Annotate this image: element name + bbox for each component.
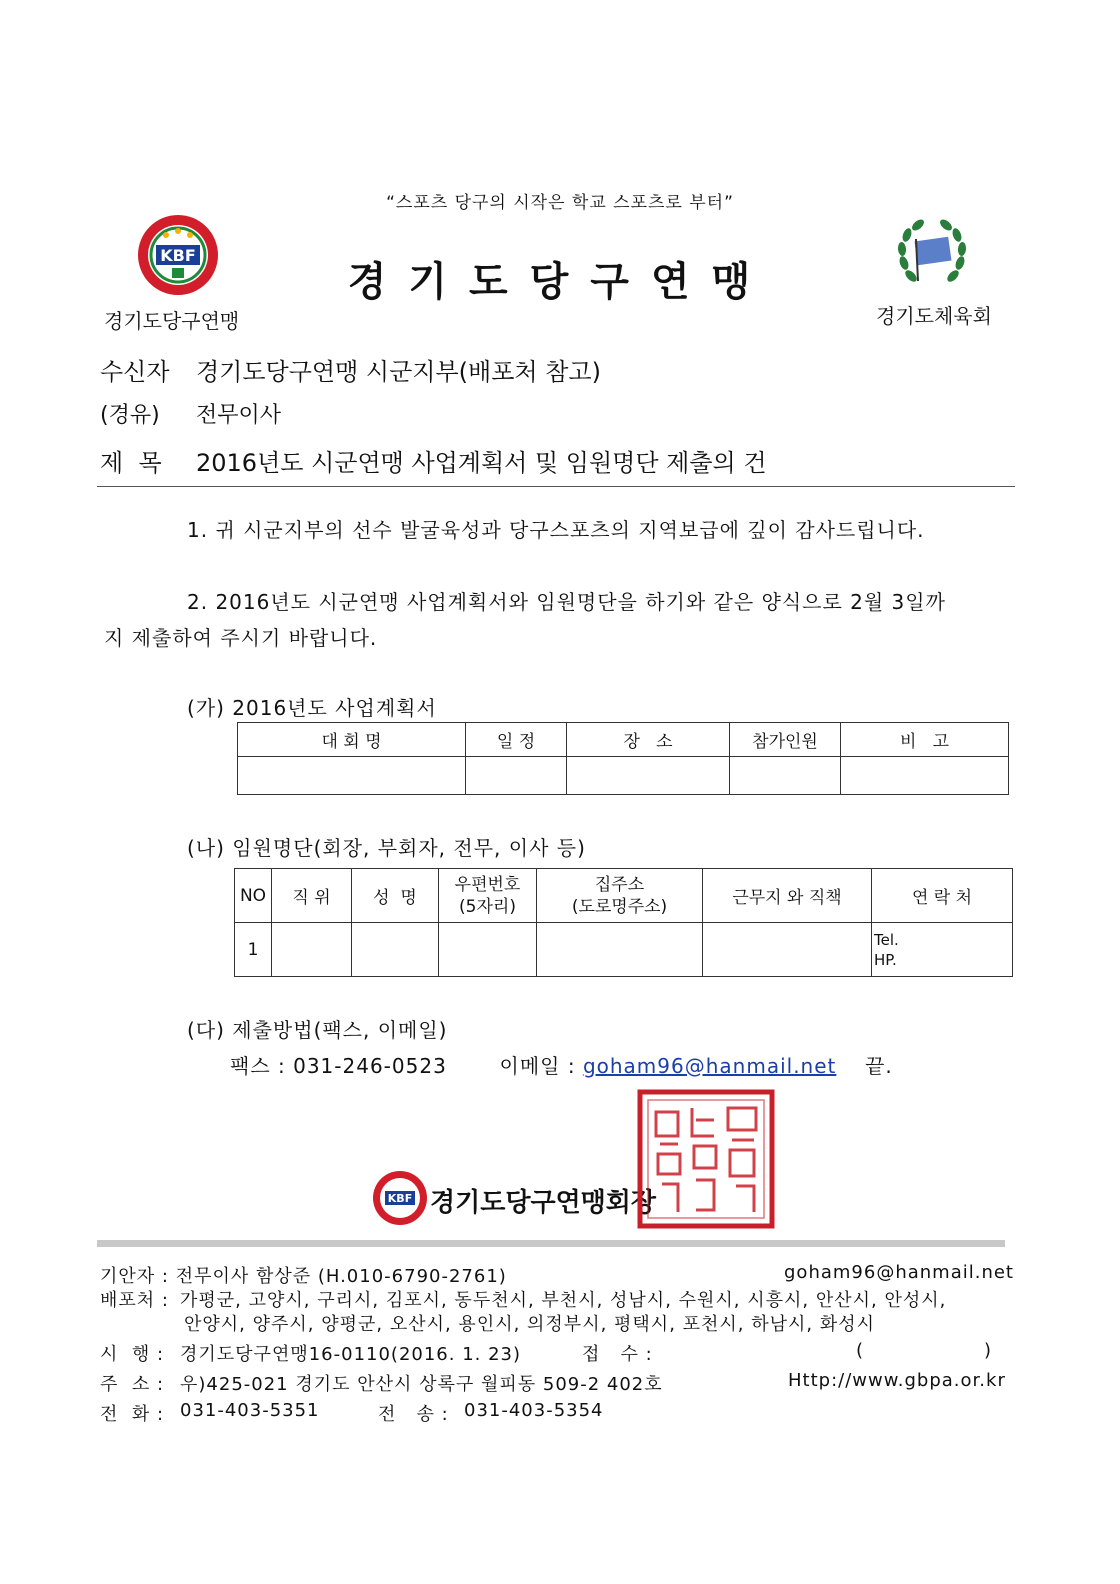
left-logo-caption: 경기도당구연맹 — [104, 309, 240, 333]
address-subheader: (도로명주소) — [571, 896, 668, 917]
laurel-flag-logo-icon — [890, 213, 974, 297]
contact-hp: HP. — [874, 950, 897, 969]
contact-tel: Tel. — [874, 930, 899, 949]
subject-value: 2016년도 시군연맹 사업계획서 및 임원명단 제출의 건 — [196, 449, 767, 477]
table-header-row — [235, 869, 1013, 923]
table-header-cell — [537, 869, 703, 923]
org-title: 경기도당구연맹 — [347, 259, 773, 305]
section-a-title: (가) 2016년도 사업계획서 — [187, 696, 437, 720]
section-c-title: (다) 제출방법(팩스, 이메일) — [187, 1018, 448, 1042]
footer-divider — [97, 1240, 1005, 1247]
table-row — [238, 757, 1009, 795]
exec-label: 시 행 : — [100, 1344, 165, 1365]
website-link[interactable]: Http://www.gbpa.or.kr — [788, 1370, 1006, 1391]
receipt-label: 접 수 : — [582, 1344, 653, 1365]
drafter-label: 기안자 : — [100, 1266, 169, 1287]
distribution-line-1: 가평군, 고양시, 구리시, 김포시, 동두천시, 부천시, 성남시, 수원시, 시흥시, 안산시, 안성시, — [180, 1290, 947, 1311]
table-header-cell: NO — [235, 869, 272, 923]
fax-value: 031-246-0523 — [293, 1054, 447, 1078]
table-cell — [730, 757, 841, 795]
right-logo-caption: 경기도체육회 — [876, 304, 992, 328]
slogan: “스포츠 당구의 시작은 학교 스포츠로 부터” — [386, 193, 734, 213]
business-plan-table — [237, 722, 1009, 795]
table-cell — [439, 923, 537, 977]
postal-code-subheader: (5자리) — [459, 896, 516, 917]
kbf-logo-text: KBF — [160, 246, 196, 265]
paragraph-1: 1. 귀 시군지부의 선수 발굴육성과 당구스포츠의 지역보급에 깊이 감사드립니다. — [187, 518, 925, 542]
table-cell-no: 1 — [235, 923, 272, 977]
fax-footer-label: 전 송 : — [378, 1404, 449, 1425]
recipient-label: 수신자 — [100, 358, 170, 386]
exec-value: 경기도당구연맹16-0110(2016. 1. 23) — [180, 1344, 522, 1365]
fax-label: 팩스 : — [230, 1054, 286, 1078]
section-b-title: (나) 임원명단(회장, 부회자, 전무, 이사 등) — [187, 836, 586, 860]
drafter-email: goham96@hanmail.net — [784, 1262, 1014, 1283]
via-value: 전무이사 — [196, 403, 282, 428]
phone-label: 전 화 : — [100, 1404, 165, 1425]
table-header-cell: 근무지 와 직책 — [703, 869, 872, 923]
header-divider — [97, 486, 1015, 487]
via-label: (경유) — [100, 403, 160, 428]
table-header-cell: 연 락 처 — [872, 869, 1013, 923]
table-cell — [703, 923, 872, 977]
kbf-small-logo-icon — [372, 1170, 428, 1226]
table-cell — [352, 923, 439, 977]
recipient-line — [100, 352, 601, 387]
table-cell — [238, 757, 466, 795]
address-header: 집주소 — [594, 874, 645, 895]
table-cell — [466, 757, 567, 795]
phone-value: 031-403-5351 — [180, 1400, 320, 1421]
distribution-label: 배포처 : — [100, 1290, 169, 1311]
distribution-line-2: 안양시, 양주시, 양평군, 오산시, 용인시, 의정부시, 평택시, 포천시, 하남시, 화성시 — [184, 1314, 876, 1335]
fax-footer-value: 031-403-5354 — [464, 1400, 604, 1421]
kbf-small-logo-text: KBF — [387, 1192, 413, 1205]
table-header-cell: 장 소 — [567, 723, 730, 757]
address-value: 우)425-021 경기도 안산시 상록구 월피동 509-2 402호 — [180, 1374, 663, 1395]
table-cell — [272, 923, 352, 977]
receipt-paren-open: ( — [856, 1340, 865, 1361]
table-cell — [537, 923, 703, 977]
end-mark: 끝. — [865, 1054, 893, 1078]
receipt-paren-close: ) — [984, 1340, 993, 1361]
table-cell-contact — [872, 923, 1013, 977]
officer-list-table — [234, 868, 1013, 977]
table-header-cell: 대 회 명 — [238, 723, 466, 757]
table-header-cell — [439, 869, 537, 923]
table-header-cell: 비 고 — [841, 723, 1009, 757]
email-link[interactable]: goham96@hanmail.net — [582, 1054, 837, 1078]
table-cell — [841, 757, 1009, 795]
table-header-cell: 참가인원 — [730, 723, 841, 757]
table-header-cell: 직 위 — [272, 869, 352, 923]
subject-line — [100, 443, 767, 478]
subject-label: 제 목 — [100, 449, 162, 477]
postal-code-header: 우편번호 — [454, 874, 521, 895]
table-header-cell: 일 정 — [466, 723, 567, 757]
signature-text: 경기도당구연맹회장 — [430, 1188, 657, 1218]
paragraph-2-line-1: 2. 2016년도 시군연맹 사업계획서와 임원명단을 하기와 같은 양식으로 2월 3일까 — [187, 590, 946, 614]
address-label: 주 소 : — [100, 1374, 165, 1395]
table-header-row — [238, 723, 1009, 757]
table-cell — [567, 757, 730, 795]
drafter-line — [100, 1262, 507, 1288]
table-header-cell: 성 명 — [352, 869, 439, 923]
official-seal-icon — [636, 1088, 776, 1230]
submission-line — [230, 1050, 893, 1079]
recipient-value: 경기도당구연맹 시군지부(배포처 참고) — [196, 358, 601, 386]
paragraph-2-line-2: 지 제출하여 주시기 바랍니다. — [104, 626, 378, 650]
table-row — [235, 923, 1013, 977]
via-line — [100, 398, 281, 429]
drafter-value: 전무이사 함상준 (H.010-6790-2761) — [175, 1266, 507, 1287]
email-label: 이메일 : — [499, 1054, 576, 1078]
